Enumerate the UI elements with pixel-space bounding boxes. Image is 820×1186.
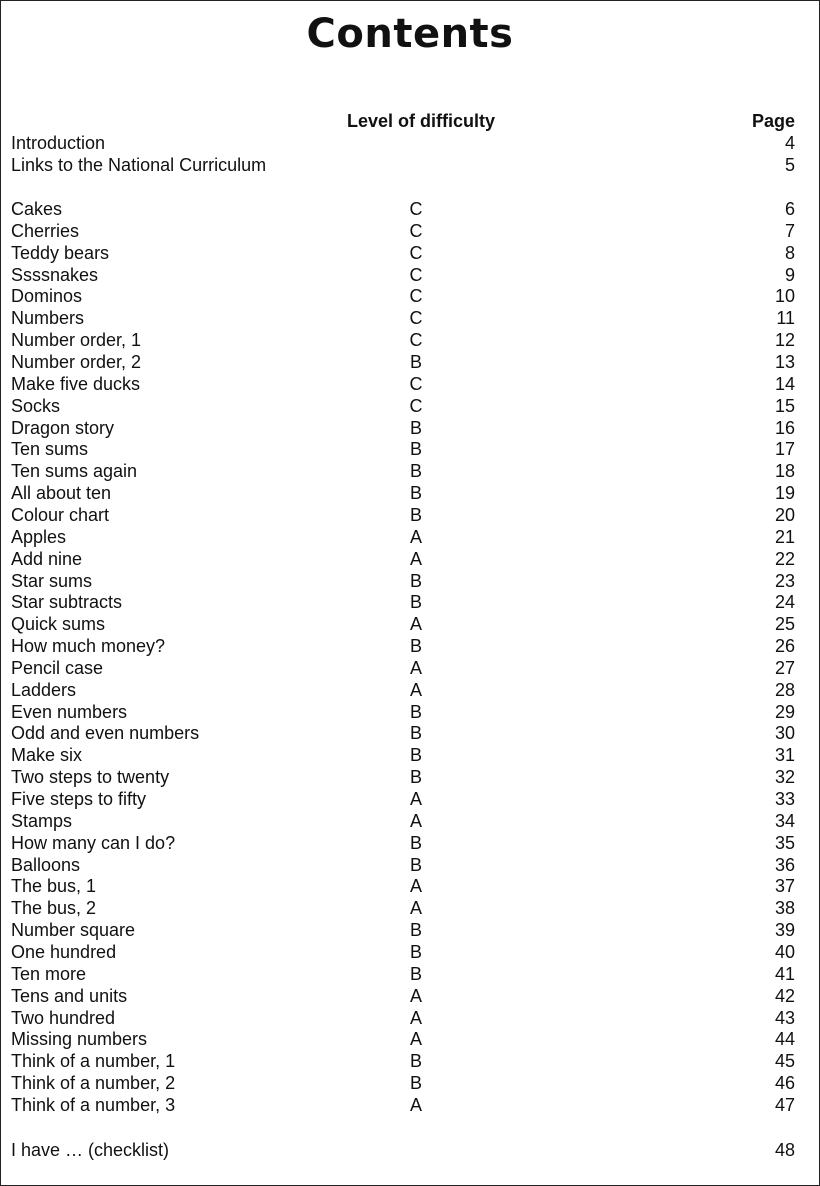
toc-entry-level: A [409, 679, 422, 700]
toc-entry-level: A [409, 526, 422, 547]
toc-entry-page: 29 [774, 701, 795, 722]
toc-entry-title: Ten sums [11, 439, 89, 460]
toc-entry-level: B [409, 461, 422, 482]
toc-entry-title: Think of a number, 3 [11, 1094, 176, 1115]
toc-row[interactable] [1, 242, 819, 264]
toc-row[interactable] [1, 351, 819, 373]
toc-row[interactable] [1, 788, 819, 810]
toc-entry-title: One hundred [11, 941, 117, 962]
toc-entry-page: 7 [784, 220, 795, 241]
toc-entry-page: 31 [774, 745, 795, 766]
toc-row[interactable] [1, 548, 819, 570]
toc-entry-level: B [409, 592, 422, 613]
toc-entry-page: 30 [774, 723, 795, 744]
toc-entry-level: C [409, 308, 423, 329]
toc-row[interactable] [1, 373, 819, 395]
toc-entry-level: B [409, 941, 422, 962]
toc-entry-title: Teddy bears [11, 242, 110, 263]
toc-entry-page: 44 [774, 1029, 795, 1050]
toc-row[interactable] [1, 1007, 819, 1029]
toc-entry-page: 28 [774, 679, 795, 700]
toc-row-checklist[interactable] [1, 1139, 819, 1161]
toc-entry-title: How many can I do? [11, 832, 176, 853]
toc-entry-level: B [409, 745, 422, 766]
toc-entry-title: Links to the National Curriculum [11, 155, 267, 175]
toc-entry-title: Cherries [11, 220, 80, 241]
toc-entry-level: B [409, 504, 422, 525]
toc-row[interactable] [1, 766, 819, 788]
toc-row[interactable] [1, 613, 819, 635]
toc-entry-title: Add nine [11, 548, 83, 569]
toc-entry-page: 35 [774, 832, 795, 853]
toc-row[interactable] [1, 1028, 819, 1050]
toc-entry-level: A [409, 789, 422, 809]
toc-entry-title: Ten sums again [11, 461, 138, 482]
toc-row[interactable] [1, 526, 819, 548]
toc-entry-level: B [409, 854, 422, 875]
toc-row[interactable] [1, 635, 819, 657]
toc-entry-level: A [409, 548, 422, 569]
toc-entry-page: 22 [774, 548, 795, 569]
toc-row[interactable] [1, 1072, 819, 1094]
toc-entry-level: A [409, 614, 422, 635]
toc-row[interactable] [1, 701, 819, 723]
toc-entry-title: Pencil case [11, 657, 104, 678]
toc-entry-page: 20 [774, 504, 795, 525]
toc-entry-title: Tens and units [11, 985, 128, 1006]
toc-entry-page: 10 [774, 286, 795, 307]
toc-entry-title: Five steps to fifty [11, 789, 147, 809]
toc-entry-page: 26 [774, 636, 795, 656]
toc-entry-level: B [409, 963, 422, 984]
toc-entry-title: Cakes [11, 199, 63, 219]
toc-entry-page: 13 [774, 352, 795, 372]
toc-entry-page: 25 [774, 614, 795, 635]
toc-entry-title: Balloons [11, 854, 81, 875]
toc-entry-title: The bus, 2 [11, 898, 97, 919]
toc-row[interactable] [1, 941, 819, 963]
toc-entry-title: Colour chart [11, 504, 110, 525]
toc-entry-title: Two hundred [11, 1007, 116, 1028]
toc-entry-level: B [409, 701, 422, 722]
toc-row[interactable] [1, 657, 819, 679]
toc-entry-page: 27 [774, 657, 795, 678]
toc-entry-level: C [409, 286, 423, 307]
toc-entry-page: 47 [774, 1094, 795, 1115]
toc-entry-level: C [409, 199, 423, 219]
toc-entry-level: C [409, 373, 423, 394]
toc-row[interactable] [1, 963, 819, 985]
toc-entry-title: Dragon story [11, 417, 115, 438]
toc-entry-page: 34 [774, 810, 795, 831]
toc-entry-title: Socks [11, 395, 61, 416]
toc-entry-page: 37 [774, 876, 795, 897]
toc-entry-page: 24 [774, 592, 795, 613]
toc-row-introduction[interactable] [1, 132, 819, 154]
toc-entry-title: Ten more [11, 963, 87, 984]
toc-entry-page: 42 [774, 985, 795, 1006]
toc-row[interactable] [1, 1094, 819, 1116]
toc-entry-title: How much money? [11, 636, 166, 656]
toc-entry-title: Two steps to twenty [11, 767, 170, 788]
page-title: Contents [306, 11, 514, 57]
toc-entry-level: B [409, 1073, 422, 1093]
toc-entry-page: 18 [774, 461, 795, 482]
toc-entry-title: Dominos [11, 286, 83, 307]
toc-entry-page: 46 [774, 1073, 795, 1093]
toc-entry-title: Missing numbers [11, 1029, 148, 1050]
toc-row[interactable] [1, 591, 819, 613]
toc-entry-title: Think of a number, 1 [11, 1051, 176, 1072]
toc-entry-page: 48 [774, 1140, 795, 1160]
toc-row[interactable] [1, 220, 819, 242]
toc-row[interactable] [1, 897, 819, 919]
toc-row[interactable] [1, 395, 819, 417]
toc-entry-title: Star sums [11, 570, 93, 591]
toc-entry-level: A [409, 1029, 422, 1050]
toc-entry-page: 36 [774, 854, 795, 875]
toc-row[interactable] [1, 264, 819, 286]
toc-row[interactable] [1, 919, 819, 941]
toc-entry-page: 38 [774, 898, 795, 919]
toc-entry-page: 32 [774, 767, 795, 788]
toc-entry-page: 40 [774, 941, 795, 962]
toc-entry-page: 6 [784, 199, 795, 219]
toc-entry-page: 11 [776, 308, 795, 329]
toc-entry-page: 17 [774, 439, 795, 460]
toc-entry-title: Number order, 2 [11, 352, 142, 372]
toc-row[interactable] [1, 875, 819, 897]
toc-row[interactable] [1, 460, 819, 482]
toc-entry-level: B [409, 439, 422, 460]
level-column-header: Level of difficulty [346, 111, 496, 131]
toc-entry-title: Think of a number, 2 [11, 1073, 176, 1093]
toc-entry-page: 12 [774, 330, 795, 351]
toc-entry-level: B [409, 1051, 422, 1072]
toc-entry-level: A [409, 657, 422, 678]
toc-entry-title: Stamps [11, 810, 73, 831]
toc-entry-page: 45 [774, 1051, 795, 1072]
toc-entry-title: Make five ducks [11, 373, 141, 394]
toc-entry-page: 19 [774, 483, 795, 504]
toc-entry-level: B [409, 483, 422, 504]
toc-entry-level: B [409, 723, 422, 744]
toc-entry-title: Apples [11, 526, 67, 547]
toc-row[interactable] [1, 417, 819, 439]
toc-entry-level: A [409, 1094, 422, 1115]
toc-entry-level: C [409, 242, 423, 263]
toc-entry-title: Introduction [11, 133, 106, 153]
toc-row[interactable] [1, 1050, 819, 1072]
toc-entry-level: A [409, 810, 422, 831]
toc-entry-level: B [409, 570, 422, 591]
toc-entry-level: B [409, 417, 422, 438]
toc-entry-level: B [409, 920, 422, 941]
toc-row[interactable] [1, 504, 819, 526]
toc-entry-page: 9 [784, 264, 795, 285]
toc-entry-page: 39 [774, 920, 795, 941]
toc-entry-title: Even numbers [11, 701, 128, 722]
toc-entry-title: Number order, 1 [11, 330, 142, 351]
toc-entry-level: C [409, 395, 423, 416]
toc-entry-page: 5 [784, 155, 795, 175]
toc-entry-level: A [409, 1007, 422, 1028]
toc-row[interactable] [1, 285, 819, 307]
toc-row[interactable] [1, 482, 819, 504]
toc-entry-title: The bus, 1 [11, 876, 97, 897]
toc-row[interactable] [1, 570, 819, 592]
toc-row[interactable] [1, 722, 819, 744]
toc-entry-level: B [409, 352, 422, 372]
toc-entry-title: Make six [11, 745, 83, 766]
toc-entry-title: Star subtracts [11, 592, 123, 613]
toc-row[interactable] [1, 329, 819, 351]
toc-entry-level: B [409, 767, 422, 788]
toc-entry-level: A [409, 876, 422, 897]
toc-entry-page: 14 [774, 373, 795, 394]
toc-row[interactable] [1, 832, 819, 854]
toc-entry-title: Numbers [11, 308, 85, 329]
toc-row[interactable] [1, 438, 819, 460]
toc-entry-title: Number square [11, 920, 136, 941]
toc-row[interactable] [1, 985, 819, 1007]
toc-entry-page: 16 [774, 417, 795, 438]
toc-entry-page: 15 [774, 395, 795, 416]
toc-entry-title: Odd and even numbers [11, 723, 200, 744]
toc-entry-page: 41 [774, 963, 795, 984]
toc-entry-level: A [409, 898, 422, 919]
toc-row[interactable] [1, 307, 819, 329]
toc-entry-page: 23 [774, 570, 795, 591]
toc-entry-title: Quick sums [11, 614, 106, 635]
page-column-header: Page [751, 111, 795, 131]
toc-entry-page: 43 [774, 1007, 795, 1028]
toc-entry-level: A [409, 985, 422, 1006]
toc-row[interactable] [1, 744, 819, 766]
toc-entry-level: C [409, 330, 423, 351]
toc-entry-level: B [409, 832, 422, 853]
toc-entry-level: C [409, 220, 423, 241]
toc-entry-title: All about ten [11, 483, 112, 504]
toc-row[interactable] [1, 679, 819, 701]
toc-row-national-curriculum[interactable] [1, 154, 819, 176]
toc-entry-page: 21 [774, 526, 795, 547]
toc-row[interactable] [1, 198, 819, 220]
toc-entry-page: 4 [784, 133, 795, 153]
toc-entry-title: Ladders [11, 679, 77, 700]
column-header-row [1, 110, 819, 132]
toc-row[interactable] [1, 854, 819, 876]
toc-entry-level: C [409, 264, 423, 285]
toc-entry-page: 8 [784, 242, 795, 263]
toc-entry-level: B [409, 636, 422, 656]
toc-entry-page: 33 [774, 789, 795, 809]
toc-row[interactable] [1, 810, 819, 832]
toc-entry-title: Ssssnakes [11, 264, 99, 285]
toc-entry-title: I have … (checklist) [11, 1140, 170, 1160]
